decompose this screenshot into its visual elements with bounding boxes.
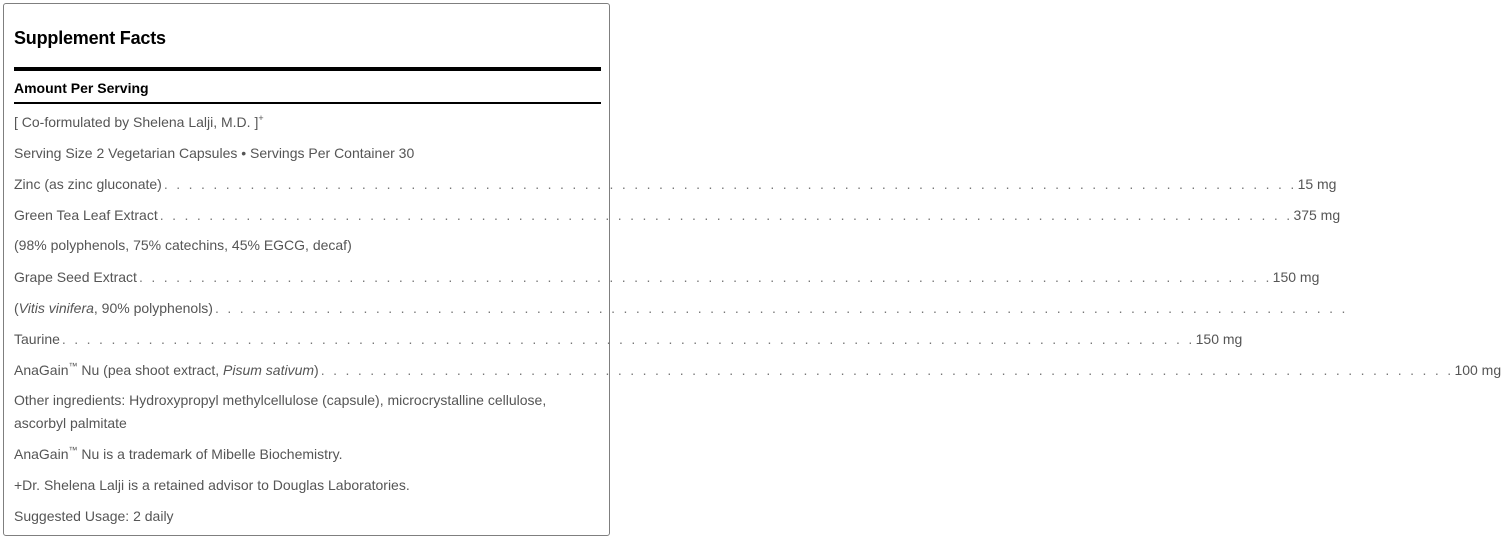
name-end: ) — [314, 362, 319, 378]
name-mid: Nu (pea shoot extract, — [77, 362, 224, 378]
trademark-note — [14, 443, 601, 466]
green-tea-detail: (98% polyphenols, 75% catechins, 45% EGCG, decaf) — [14, 237, 352, 253]
trademark-symbol: ™ — [68, 445, 78, 455]
serving-info: Serving Size 2 Vegetarian Capsules • Servings Per Container 30 — [14, 145, 415, 161]
grape-seed-detail — [14, 296, 1348, 316]
leader-dots: . . . . . . . . . . . . . . . . . . . . . . . . . . . . . . . . . . . . . . . . . . . . . . . . . . . . . . . . . . . . . . . . . . . . . . . . . . . . . . . . . . . . . . . . . . . . — [320, 362, 1454, 378]
thin-divider — [14, 102, 601, 104]
leader-dots: . . . . . . . . . . . . . . . . . . . . . . . . . . . . . . . . . . . . . . . . . . . . . . . . . . . . . . . . . . . . . . . . . . . . . . . . . . . . . . . . . . . . . . . . . . . . — [159, 207, 1293, 223]
other-ingredients: Other ingredients: Hydroxypropyl methylcellulose (capsule), microcrystalline cellulose, ascorbyl palmitate — [14, 392, 547, 431]
nutrient-row-zinc — [14, 172, 1337, 192]
leader-dots: . . . . . . . . . . . . . . . . . . . . . . . . . . . . . . . . . . . . . . . . . . . . . . . . . . . . . . . . . . . . . . . . . . . . . . . . . . . . . . . . . . . . . . . . . . . . — [214, 300, 1348, 316]
nutrient-name — [14, 362, 319, 378]
nutrient-row-grape-seed — [14, 265, 1320, 285]
formulator-text: [ Co-formulated by Shelena Lalji, M.D. ] — [14, 114, 259, 130]
nutrient-amount: 150 mg — [1195, 331, 1243, 347]
panel-title: Supplement Facts — [14, 28, 166, 48]
leader-dots: . . . . . . . . . . . . . . . . . . . . . . . . . . . . . . . . . . . . . . . . . . . . . . . . . . . . . . . . . . . . . . . . . . . . . . . . . . . . . . . . . . . . . . . . . . . . — [138, 269, 1272, 285]
nutrient-row-green-tea — [14, 203, 1341, 223]
leader-dots: . . . . . . . . . . . . . . . . . . . . . . . . . . . . . . . . . . . . . . . . . . . . . . . . . . . . . . . . . . . . . . . . . . . . . . . . . . . . . . . . . . . . . . . . . . . . — [61, 331, 1195, 347]
nutrient-row-taurine — [14, 327, 1243, 347]
species-name: Vitis vinifera — [18, 300, 94, 316]
nutrient-name: Taurine — [14, 331, 60, 347]
leader-dots: . . . . . . . . . . . . . . . . . . . . . . . . . . . . . . . . . . . . . . . . . . . . . . . . . . . . . . . . . . . . . . . . . . . . . . . . . . . . . . . . . . . . . . . . . . . . — [163, 176, 1297, 192]
detail-rest: , 90% polyphenols) — [93, 300, 213, 316]
nutrient-row-anagain — [14, 358, 1501, 378]
nutrient-amount: 375 mg — [1293, 207, 1341, 223]
detail-open: ( — [14, 300, 19, 316]
nutrient-name: Zinc (as zinc gluconate) — [14, 176, 162, 192]
nutrient-name: Green Tea Leaf Extract — [14, 207, 158, 223]
supplement-facts-panel — [3, 3, 1501, 536]
trademark-symbol: ™ — [68, 361, 78, 371]
nutrient-amount: 150 mg — [1272, 269, 1320, 285]
nutrient-amount: 100 mg — [1454, 362, 1501, 378]
thick-divider — [14, 67, 601, 71]
brand-name: AnaGain — [14, 446, 69, 462]
nutrient-name: Grape Seed Extract — [14, 269, 137, 285]
advisor-note: +Dr. Shelena Lalji is a retained advisor to Douglas Laboratories. — [14, 477, 410, 493]
formulator-line — [14, 111, 601, 134]
nutrient-amount: 15 mg — [1297, 176, 1337, 192]
grape-seed-detail-text — [14, 300, 213, 316]
species-name: Pisum sativum — [223, 362, 315, 378]
suggested-usage: Suggested Usage: 2 daily — [14, 508, 174, 524]
formulator-mark: + — [258, 113, 264, 123]
amount-per-serving-heading: Amount Per Serving — [14, 80, 149, 96]
trademark-note-text: Nu is a trademark of Mibelle Biochemistry. — [77, 446, 343, 462]
brand-name: AnaGain — [14, 362, 69, 378]
